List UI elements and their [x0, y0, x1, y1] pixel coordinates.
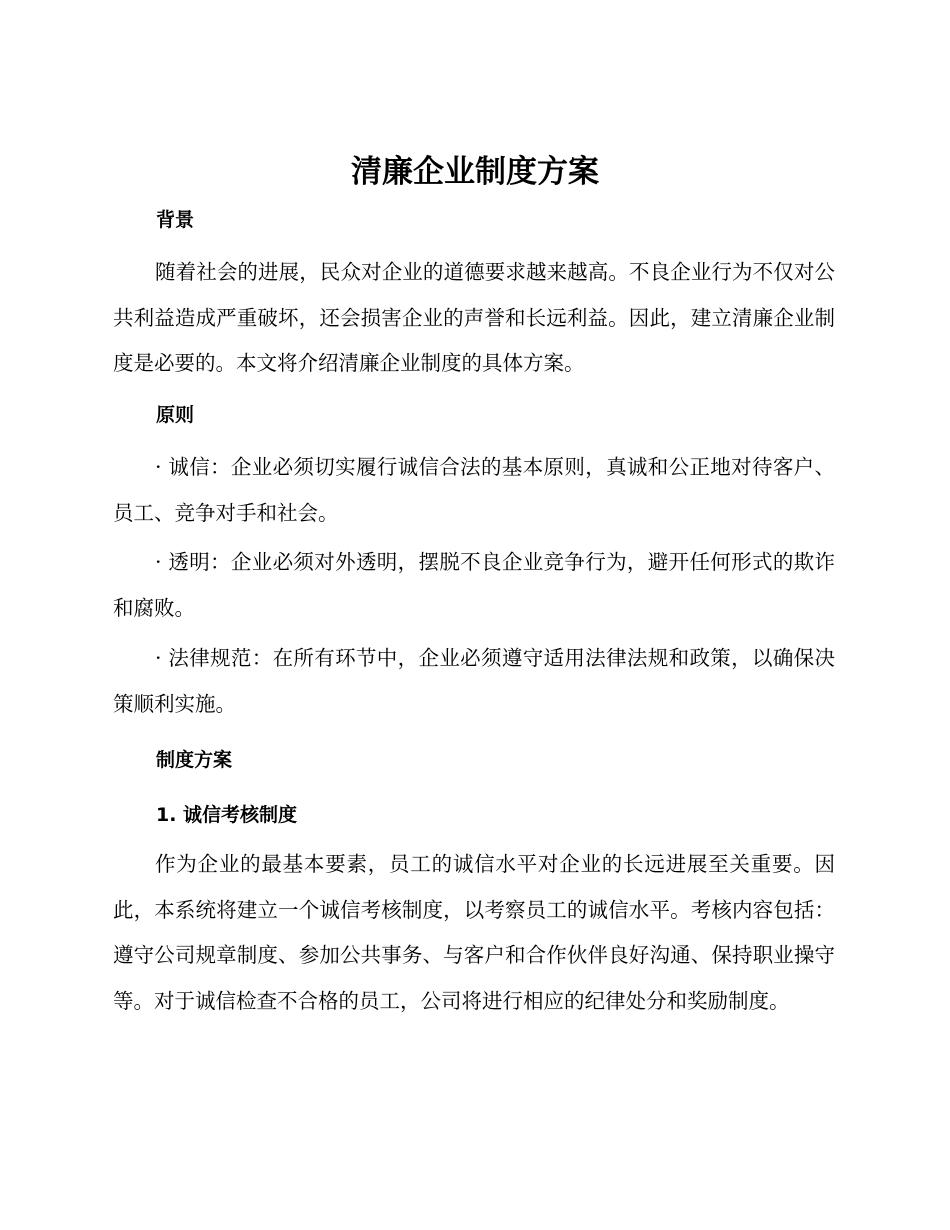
document-title: 清廉企业制度方案 [351, 154, 599, 190]
heading-background: 背景 [156, 209, 195, 231]
subheading-integrity-assessment: 1. 诚信考核制度 [156, 804, 298, 826]
principle-item-transparency: · 透明：企业必须对外透明，摆脱不良企业竞争行为，避开任何形式的欺诈和腐败。 [113, 550, 835, 620]
principle-item-legal-compliance: · 法律规范：在所有环节中，企业必须遵守适用法律法规和政策，以确保决策顺利实施。 [113, 646, 835, 716]
principle-item-integrity: · 诚信：企业必须切实履行诚信合法的基本原则，真诚和公正地对待客户、员工、竞争对手和社会。 [113, 455, 835, 525]
background-paragraph: 随着社会的进展，民众对企业的道德要求越来越高。不良企业行为不仅对公共利益造成严重破坏，还会损害企业的声誉和长远利益。因此，建立清廉企业制度是必要的。本文将介绍清廉企业制度的具体方案。 [113, 260, 835, 375]
heading-plan: 制度方案 [156, 749, 233, 771]
plan-paragraph: 作为企业的最基本要素，员工的诚信水平对企业的长远进展至关重要。因此，本系统将建立一个诚信考核制度，以考察员工的诚信水平。考核内容包括：遵守公司规章制度、参加公共事务、与客户和合作伙伴良好沟通、保持职业操守等。对于诚信检查不合格的员工，公司将进行相应的纪律处分和奖励制度。 [113, 852, 835, 1013]
heading-principles: 原则 [156, 404, 195, 426]
